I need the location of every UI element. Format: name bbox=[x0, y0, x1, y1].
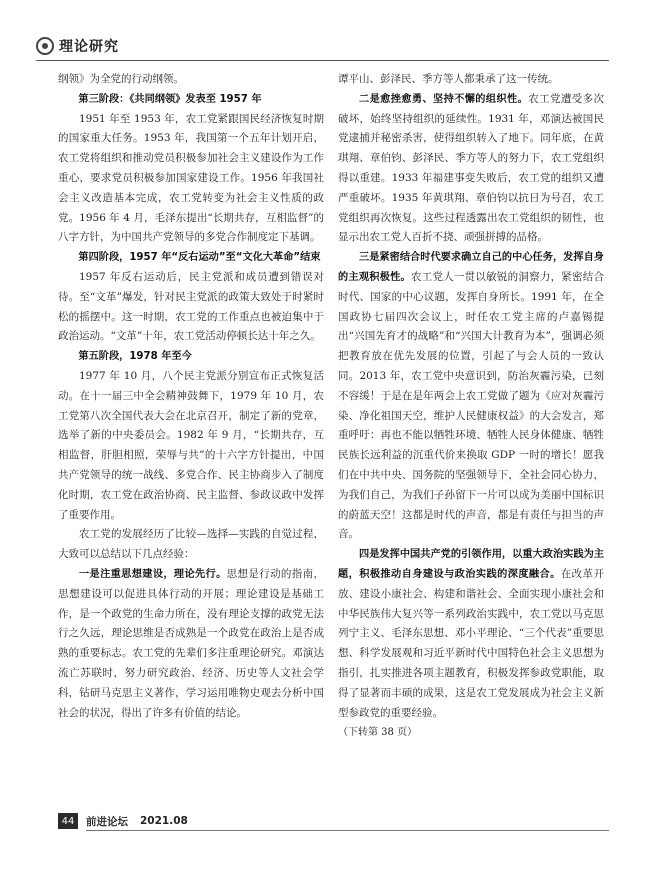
lead-point-1: 一是注重思想建设，理论先行。 bbox=[79, 568, 227, 580]
paragraph: 1957 年反右运动后，民主党派和成员遭到错误对待。至“文革”爆发，针对民主党派的政策大致处于时紧时松的摇摆中。这一时期，农工党的工作重点也被迫集中于政治运动。“文革”十年，农工党活动停顿长达十年之久。 bbox=[58, 270, 324, 343]
page-header bbox=[36, 34, 119, 58]
paragraph-text: 农工党遭受多次破坏，始终坚持组织的延续性。1931 年，邓演达被国民党逮捕并秘密杀害，使得组织转入了地下。同年底，在黄琪翔、章伯钧、彭泽民、季方等人的努力下，农工党组织得以重建。1933 年福建事变失败后，农工党的组织又遭严重破坏。1935 年黄琪翔、章伯钧以抗日为号召，农工党组织再次恢复。这些过程透露出农工党组织的韧性，也显示出农工党人百折不挠、顽强拼搏的品格。 bbox=[338, 92, 605, 244]
paragraph bbox=[338, 545, 604, 723]
paragraph: 谭平山、彭泽民、季方等人都秉承了这一传统。 bbox=[338, 73, 559, 85]
paragraph: 1977 年 10 月，八个民主党派分别宣布正式恢复活动。在十一届三中全会精神鼓舞下，1979 年 10 月，农工党第八次全国代表大会在北京召开，制定了新的党章，选举了新的中央委员会。1982 年 9 月，“长期共存，互相监督，肝胆相照，荣辱与共”的十六字方针提出，中国共产党领导的统一战线、多党合作、民主协商步入了制度化时期，农工党在政治协商、民主监督、参政议政中发挥了重要作用。 bbox=[58, 369, 324, 521]
lead-point-2: 二是愈挫愈勇、坚持不懈的组织性。 bbox=[359, 93, 529, 105]
paragraph: 1951 年至 1953 年，农工党紧跟国民经济恢复时期的国家重大任务。1953 年，我国第一个五年计划开启，农工党将组织和推动党员积极参加社会主义建设作为工作重心，要求党员积极参加国家建设工作。1956 年我国社会主义改造基本完成，农工党转变为社会主义性质的政党。1956 年 4 月，毛泽东提出“长期共存，互相监督”的八字方针，为中国共产党领导的多党合作制度定下基调。 bbox=[58, 112, 324, 244]
paragraph-text: 在改革开放、建设小康社会、构建和谐社会、全面实现小康社会和中华民族伟大复兴等一系列政治实践中，农工党以马克思列宁主义、毛泽东思想、邓小平理论、“三个代表”重要思想、科学发展观和习近平新时代中国特色社会主义思想为指引，扎实推进各项主题教育，积极发挥参政党职能，取得了显著而丰硕的成果，这是农工党发展成为社会主义新型参政党的重要经验。 bbox=[338, 567, 605, 719]
page-number: 44 bbox=[58, 813, 78, 829]
page-footer bbox=[58, 812, 188, 830]
issue-date: 2021.08 bbox=[140, 815, 188, 827]
right-column bbox=[338, 70, 604, 743]
paragraph: 农工党的发展经历了比较—选择—实践的自觉过程，大致可以总结以下几点经验： bbox=[58, 528, 324, 561]
paragraph bbox=[58, 565, 324, 723]
heading-stage-3: 第三阶段：《共同纲领》发表至 1957 年 bbox=[78, 93, 262, 105]
left-column bbox=[58, 70, 324, 723]
lead-point-3: 三是紧密结合时代要求确立自己的中心任务，发挥自身的主观积极性。 bbox=[338, 252, 604, 283]
heading-stage-5: 第五阶段，1978 年至今 bbox=[78, 351, 192, 363]
paragraph-text: 农工党人一贯以敏锐的洞察力，紧密结合时代、国家的中心议题，发挥自身所长。1991 年，在全国政协七届四次会议上，时任农工党主席的卢嘉锡提出“兴国先育才的战略”和“兴国大计教育为本”，强调必须把教育放在优先发展的位置，引起了与会人员的一致认同。2013 年，农工党中央意识到，防治灰霾污染，已刻不容缓！于是在是年两会上农工党做了题为《应对灰霾污染、净化祖国天空，维护人民健康权益》的大会发言，郑重呼吁：再也不能以牺牲环境、牺牲人民身体健康、牺牲民族长远利益的沉重代价来换取 GDP 一时的增长！愿我们在中共中央、国务院的坚强领导下，全社会同心协力，为我们自己，为我们子孙留下一片可以成为美丽中国标识的蔚蓝天空！这都是时代的声音，都是有责任与担当的声音。 bbox=[338, 270, 605, 541]
continued-note: （下转第 38 页） bbox=[338, 727, 418, 739]
footer-rule bbox=[86, 830, 609, 831]
lead-point-4: 四是发挥中国共产党的引领作用，以重大政治实践为主题，积极推动自身建设与政治实践的深度融合。 bbox=[338, 549, 604, 580]
journal-logo-icon bbox=[36, 37, 54, 55]
journal-name: 前进论坛 bbox=[86, 815, 128, 828]
section-title: 理论研究 bbox=[59, 39, 119, 55]
paragraph: 纲领》为全党的行动纲领。 bbox=[58, 73, 184, 85]
paragraph bbox=[338, 248, 604, 545]
paragraph-text: 思想是行动的指南，思想建设可以促进具体行动的开展；理论建设是基础工作，是一个政党的生命力所在，没有理论支撑的政党无法行之久远，理论思维是否成熟是一个政党在政治上是否成熟的重要标志。农工党的先辈们多注重理论研究。邓演达流亡苏联时，努力研究政治、经济、历史等人文社会学科，钻研马克思主义著作，学习运用唯物史观去分析中国社会的状况，得出了许多有价值的结论。 bbox=[58, 567, 325, 719]
heading-stage-4: 第四阶段，1957 年“反右运动”至“文化大革命”结束 bbox=[78, 252, 321, 264]
paragraph bbox=[338, 90, 604, 248]
header-rule bbox=[36, 60, 609, 61]
